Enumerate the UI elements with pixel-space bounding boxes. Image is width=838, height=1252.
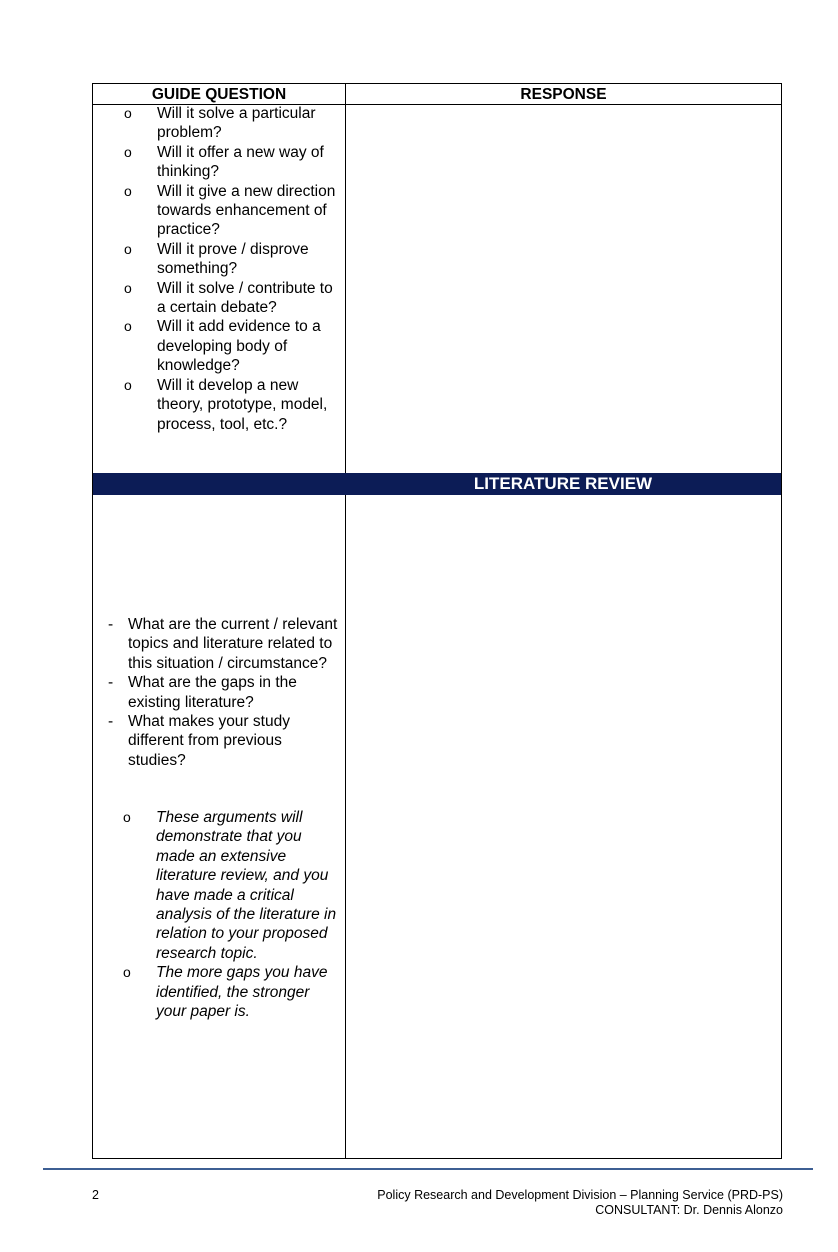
literature-question-list bbox=[108, 615, 343, 770]
header-guide-question: GUIDE QUESTION bbox=[151, 86, 287, 103]
list-item: - What are the current / relevant topics and literature related to this situation / circumstance? bbox=[108, 616, 338, 672]
list-item: o Will it solve a particular problem? bbox=[124, 105, 316, 142]
page-number: 2 bbox=[92, 1188, 99, 1202]
list-item: o Will it develop a new theory, prototype, model, process, tool, etc.? bbox=[124, 376, 328, 433]
list-item: o These arguments will demonstrate that you made an extensive literature review, and you have made a critical analysis of the literature in relation to your proposed research topic. bbox=[123, 809, 337, 962]
list-item: o Will it solve / contribute to a certain debate? bbox=[124, 279, 333, 317]
literature-notes-list bbox=[123, 808, 342, 1021]
list-item: - What are the gaps in the existing literature? bbox=[108, 674, 297, 711]
header-response: RESPONSE bbox=[520, 86, 607, 103]
column-divider bbox=[345, 84, 346, 473]
guide-question-table bbox=[92, 83, 782, 1159]
list-item: o Will it give a new direction towards enhancement of practice? bbox=[124, 182, 336, 239]
column-divider bbox=[345, 495, 346, 1159]
section-title: LITERATURE REVIEW bbox=[473, 474, 653, 493]
list-item: o Will it offer a new way of thinking? bbox=[124, 143, 324, 181]
list-item: o Will it add evidence to a developing body of knowledge? bbox=[124, 318, 321, 375]
section-band-literature-review bbox=[93, 473, 781, 495]
list-item: - What makes your study different from previous studies? bbox=[108, 713, 290, 769]
top-question-list bbox=[124, 104, 343, 434]
list-item: o The more gaps you have identified, the stronger your paper is. bbox=[123, 964, 328, 1021]
list-item: o Will it prove / disprove something? bbox=[124, 240, 309, 278]
footer-rule bbox=[43, 1168, 813, 1170]
org-line: Policy Research and Development Division – Planning Service (PRD-PS) bbox=[377, 1188, 783, 1202]
footer-credits bbox=[377, 1188, 783, 1217]
consultant-line: CONSULTANT: Dr. Dennis Alonzo bbox=[595, 1202, 783, 1217]
